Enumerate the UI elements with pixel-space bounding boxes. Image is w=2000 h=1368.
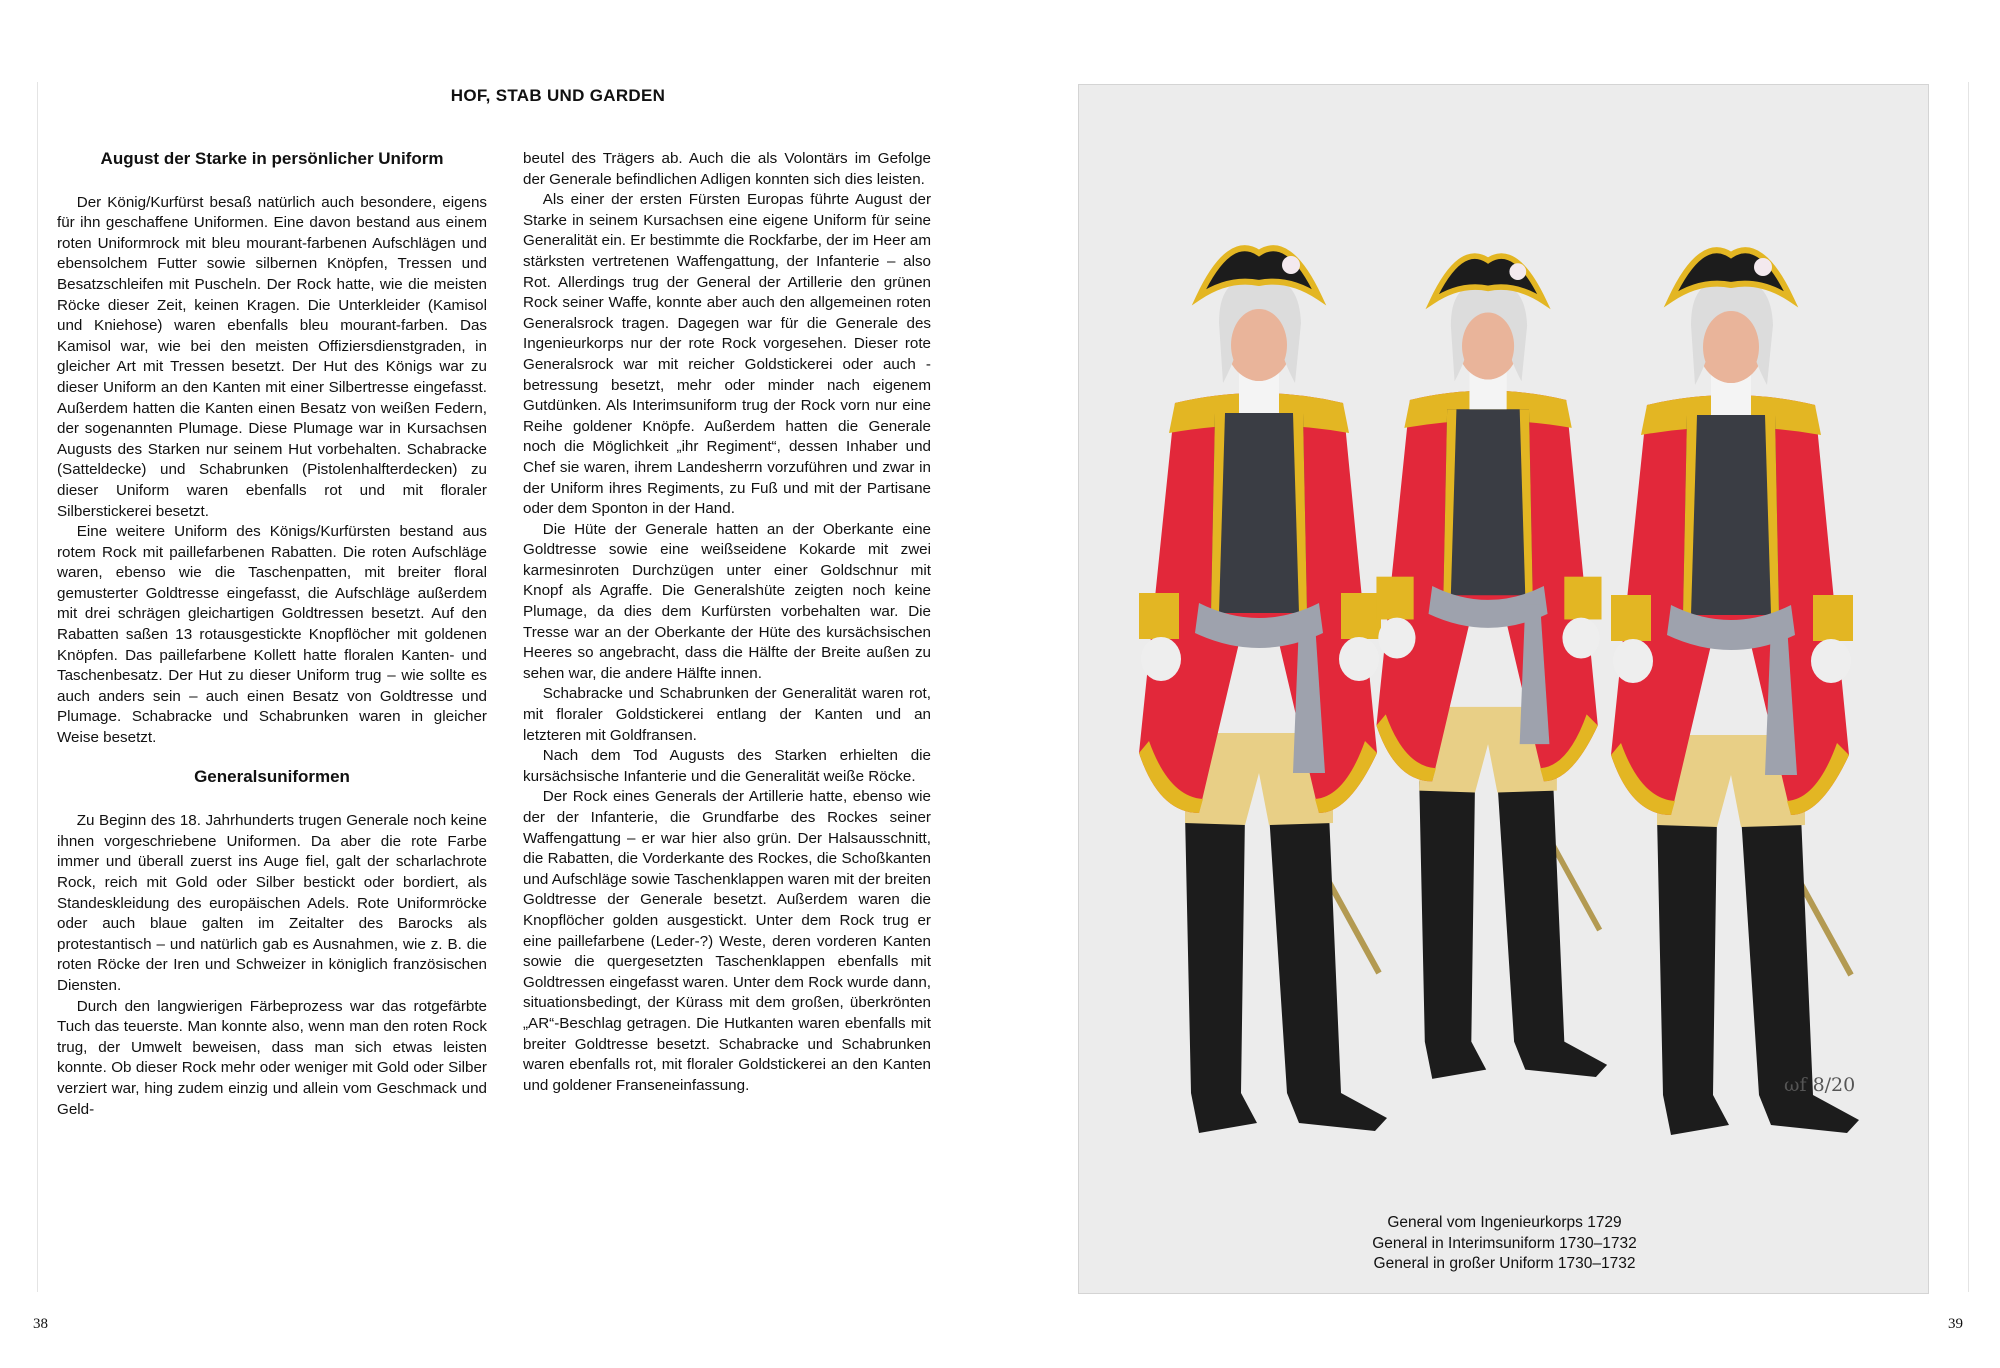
paragraph: Nach dem Tod Augusts des Starken erhielten die kursächsische Infanterie und die Generalität weiße Röcke.: [523, 747, 931, 785]
caption-line: General vom Ingenieurkorps 1729: [1387, 1214, 1622, 1231]
paragraph: Durch den langwierigen Färbeprozess war das rotgefärbte Tuch das teuerste. Man konnte also, wenn man den roten Rock trug, der Umwelt beweisen, dass man sich etwas leisten konnte. Ob dieser Rock mehr oder weniger mit Gold oder Silber verziert war, hing zudem einzig und allein vom Geschmack und Geld-: [57, 997, 487, 1118]
text-column-1: [57, 149, 487, 1120]
paragraph: beutel des Trägers ab. Auch die als Volontärs im Gefolge der Generale befindlichen Adligen konnten sich dies leisten.: [523, 150, 931, 188]
paragraph: Schabracke und Schabrunken der Generalität waren rot, mit floraler Goldstickerei entlang der Kanten und an letzteren mit Goldfransen.: [523, 685, 931, 744]
page-number-left: 38: [33, 1316, 48, 1332]
page-edge-right: [1968, 82, 1969, 1292]
generals-painting: [1079, 85, 1930, 1295]
caption-line: General in Interimsuniform 1730–1732: [1372, 1234, 1637, 1252]
page-edge-left: [37, 82, 38, 1292]
page-number-right: 39: [1948, 1316, 1963, 1332]
artist-signature: ωf 8/20: [1784, 1074, 1856, 1096]
figure-caption: [1079, 1213, 1930, 1275]
paragraph: Der Rock eines Generals der Artillerie hatte, ebenso wie der der Infanterie, die Grundfarbe des Rockes seiner Waffengattung – er war hier also grün. Der Halsausschnitt, die Rabatten, die Vorderkante des Rockes, die Schoßkanten und Aufschläge sowie Taschenklappen waren mit der breiten Goldtresse der Generale besetzt. Außerdem waren die Knopflöcher golden ausgestickt. Unter dem Rock trug er eine paillefarbene (Leder-?) Weste, deren vorderen Kanten sowie die quergesetzten Taschenklappen ebenfalls mit Goldtressen eingefasst waren. Unter dem Rock wurde dann, situationsbedingt, der Kürass mit dem großen, überkrönten „AR“-Beschlag getragen. Die Hutkanten waren ebenfalls mit breiter Goldtresse besetzt. Schabracke und Schabrunken waren ebenfalls rot, mit floraler Goldstickerei an den Kanten und goldener Franseneinfassung.: [523, 788, 931, 1094]
text-column-2: [523, 149, 931, 1096]
paragraph: Der König/Kurfürst besaß natürlich auch besondere, eigens für ihn geschaffene Uniformen. Eine davon bestand aus einem roten Uniformrock mit bleu mourant-farbenen Aufschlägen und ebensolchem Futter sowie silbernen Knöpfen, Tressen und Besatzschleifen mit Puscheln. Der Rock hatte, wie die meisten Röcke dieser Zeit, keinen Kragen. Die Unterkleider (Kamisol und Kniehose) waren ebenfalls bleu mourant-farben. Das Kamisol war, wie bei den meisten Offiziersdienstgraden, in gleicher Art mit Tressen besetzt. Der Hut des Königs war zu dieser Uniform an den Kanten mit einer Silbertresse eingefasst. Außerdem hatten die Kanten einen Besatz von weißen Federn, der sogenannten Plumage. Diese Plumage war in Kursachsen Augusts des Starken nur seinem Hut vorbehalten. Schabracke (Satteldecke) und Schabrunken (Pistolenhalfterdecken) zu dieser Uniform waren ebenfalls rot und mit floraler Silberstickerei besetzt.: [57, 193, 487, 520]
caption-line: General in großer Uniform 1730–1732: [1373, 1255, 1636, 1272]
section-heading: Generalsuniformen: [194, 766, 350, 786]
running-head: HOF, STAB UND GARDEN: [450, 86, 666, 105]
section-heading: August der Starke in persönlicher Uniform: [100, 149, 444, 168]
paragraph: Zu Beginn des 18. Jahrhunderts trugen Generale noch keine ihnen vorgeschriebene Uniformen. Da aber die rote Farbe immer und überall zuerst ins Auge fiel, galt der scharlachrote Rock, reich mit Gold oder Silber bestickt oder bordiert, als Standeskleidung des europäischen Adels. Rote Uniformröcke oder auch blaue galten im Zeitalter des Barocks als protestantisch – und natürlich gab es Ausnahmen, wie z. B. die roten Röcke der Iren und Schweizer in königlich französischen Diensten.: [57, 812, 487, 994]
paragraph: Die Hüte der Generale hatten an der Oberkante eine Goldtresse sowie eine weißseidene Kokarde mit zwei karmesinroten Durchzügen unter einer Goldschnur mit Knopf als Agraffe. Die Generalshüte zeigten noch keine Plumage, da dies dem Kurfürsten vorbehalten war. Die Tresse war an der Oberkante der Hüte des kursächsischen Heeres so angebracht, dass die Hälfte der Breite außen zu sehen war, die andere Hälfte innen.: [523, 520, 931, 682]
paragraph: Als einer der ersten Fürsten Europas führte August der Starke in seinem Kursachsen eine eigene Uniform für seine Generalität ein. Er bestimmte die Rockfarbe, der im Heer am stärksten vertretenen Waffengattung, der Infanterie – also Rot. Allerdings trug der General der Artillerie den grünen Rock seiner Waffe, konnte aber auch den allgemeinen roten Generalsrock tragen. Dagegen war für die Generale des Ingenieurkorps nur der rote Rock vorgesehen. Dieser rote Generalsrock war mit reicher Goldstickerei oder auch -betressung besetzt, mehr oder minder nach eigenem Gutdünken. Als Interimsuniform trug der Rock vorn nur eine Reihe goldener Knöpfe. Außerdem hatten die Generale noch die Möglichkeit „ihr Regiment“, dessen Inhaber und Chef sie waren, ihrem Landesherrn vorzuführen und zwar in der Uniform ihres Regiments, zu Fuß und mit der Partisane oder dem Sponton in der Hand.: [523, 191, 931, 518]
paragraph: Eine weitere Uniform des Königs/Kurfürsten bestand aus rotem Rock mit paillefarbenen Rabatten. Die roten Aufschläge waren, ebenso wie die Taschenpatten, mit breiter floral gemusterter Goldtresse eingefasst, die Aufschläge außerdem mit drei schrägen gleichartigen Goldtressen besetzt. Auf den Rabatten saßen 13 rotausgestickte Knopflöcher mit goldenen Knöpfen. Das paillefarbene Kollett hatte floralen Kanten- und Taschenbesatz. Der Hut zu dieser Uniform trug – wie sollte es auch anders sein – auch einen Besatz von Goldtresse und Plumage. Schabracke und Schabrunken waren in gleicher Weise besetzt.: [57, 523, 487, 747]
figure-general-interimsuniform: [1376, 256, 1607, 1079]
uniform-illustration: [1078, 84, 1929, 1294]
figure-general-ingenieurkorps: [1139, 248, 1387, 1133]
figure-general-grosse-uniform: [1611, 250, 1859, 1135]
